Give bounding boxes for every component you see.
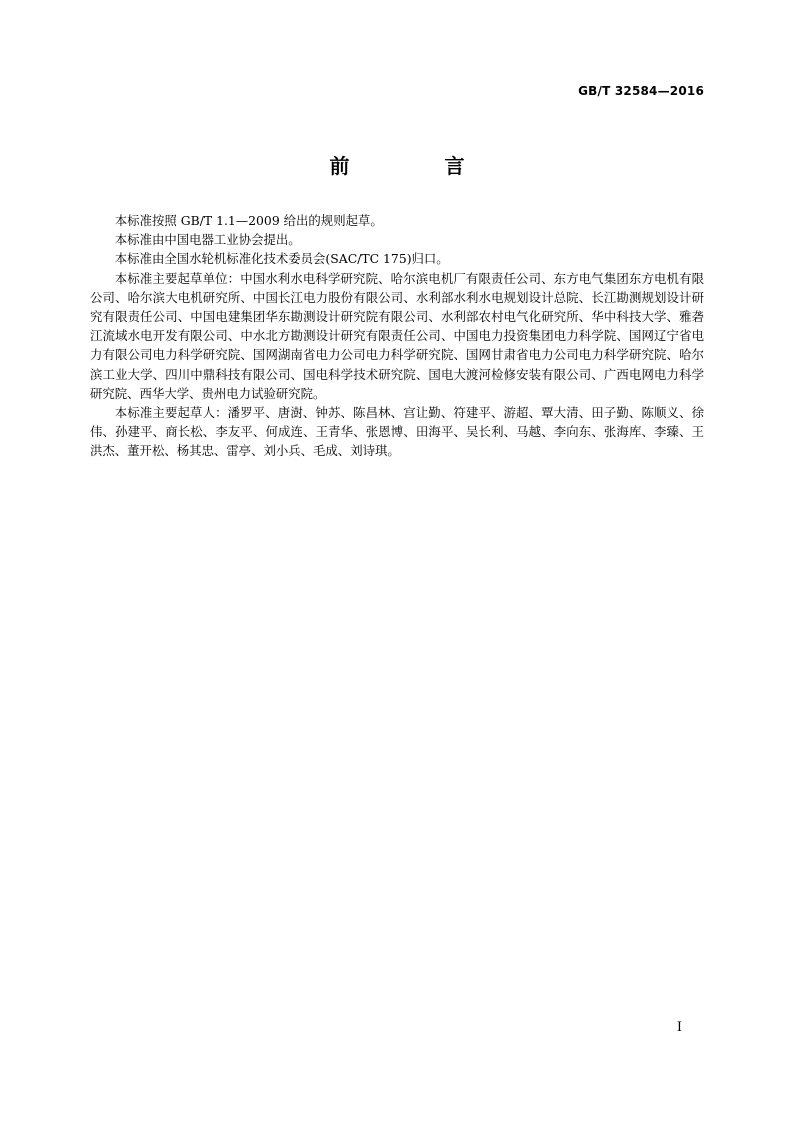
paragraph-drafters: 本标准主要起草人：潘罗平、唐澍、钟苏、陈昌林、宫让勤、符建平、游超、覃大清、田子勤、陈顺义、徐伟、孙建平、商长松、李友平、何成连、王青华、张恩博、田海平、吴长利、马越、李向东、张海库、李臻、王洪杰、董开松、杨其忠、雷亭、刘小兵、毛成、刘诗琪。 <box>90 405 704 459</box>
paragraph-drafting-rules: 本标准按照 GB/T 1.1—2009 给出的规则起草。 <box>114 213 383 228</box>
paragraph-committee: 本标准由全国水轮机标准化技术委员会(SAC/TC 175)归口。 <box>114 251 449 267</box>
standard-code: GB/T 32584—2016 <box>578 84 704 98</box>
page-title: 前 言 <box>329 154 509 178</box>
page-number: I <box>676 1020 682 1035</box>
foreword-body <box>90 211 704 461</box>
paragraph-drafting-units: 本标准主要起草单位：中国水利水电科学研究院、哈尔滨电机厂有限责任公司、东方电气集团东方电机有限公司、哈尔滨大电机研究所、中国长江电力股份有限公司、水利部水利水电规划设计总院、长江勘测规划设计研究有限责任公司、中国电建集团华东勘测设计研究院有限公司、水利部农村电气化研究所、华中科技大学、雅砻江流域水电开发有限公司、中水北方勘测设计研究有限责任公司、中国电力投资集团电力科学院、国网辽宁省电力有限公司电力科学研究院、国网湖南省电力公司电力科学研究院、国网甘肃省电力公司电力科学研究院、哈尔滨工业大学、四川中鼎科技有限公司、国电科学技术研究院、国电大渡河检修安装有限公司、广西电网电力科学研究院、西华大学、贵州电力试验研究院。 <box>90 270 704 401</box>
paragraph-proposer: 本标准由中国电器工业协会提出。 <box>114 232 301 248</box>
